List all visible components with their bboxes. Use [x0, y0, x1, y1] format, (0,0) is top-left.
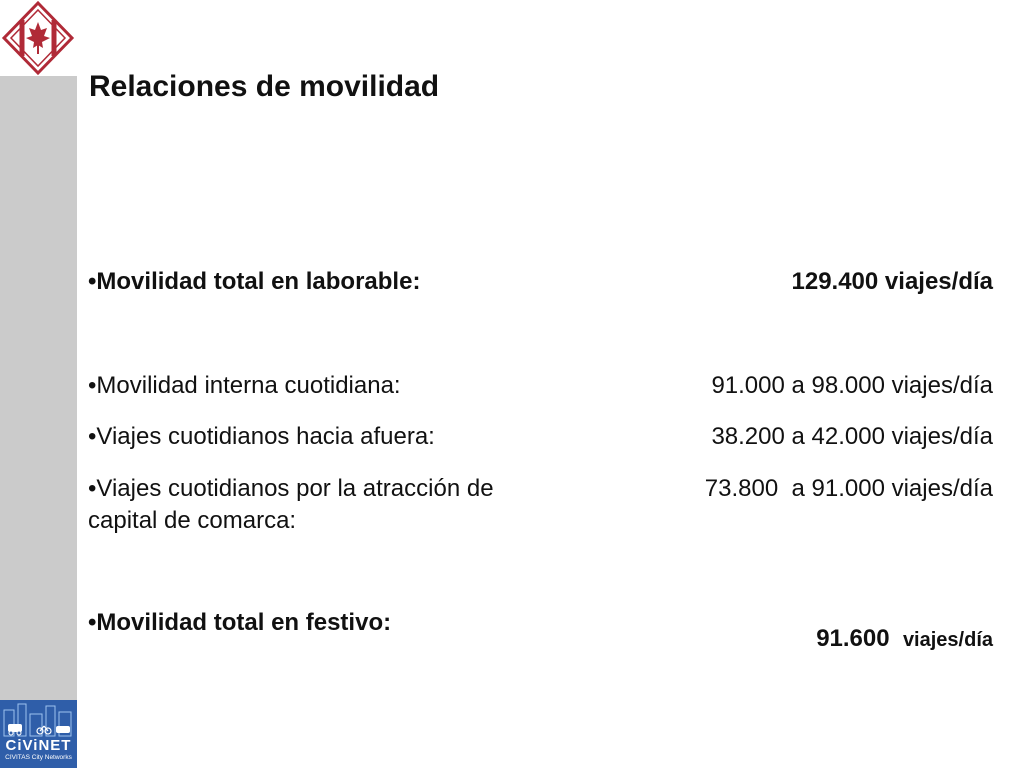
left-sidebar-band: [0, 76, 77, 768]
value-festivo-number: 91.600: [816, 625, 890, 652]
value-viajes-atraccion: 73.800 a 91.000 viajes/día: [704, 475, 993, 502]
value-movilidad-total-festivo: [816, 623, 993, 656]
label-movilidad-total-festivo: •Movilidad total en festivo:: [88, 609, 392, 636]
maple-leaf-emblem-icon: [0, 0, 76, 76]
label-viajes-atraccion-line1: •Viajes cuotidianos por la atracción de: [88, 475, 494, 502]
civinet-subtitle: CIVITAS City Networks: [5, 754, 72, 761]
label-viajes-hacia-afuera: •Viajes cuotidianos hacia afuera:: [88, 423, 435, 450]
value-movilidad-interna: 91.000 a 98.000 viajes/día: [711, 372, 993, 399]
city-skyline-icon: [0, 700, 77, 738]
value-movilidad-total-laborable: 129.400 viajes/día: [791, 268, 993, 295]
slide-title: Relaciones de movilidad: [89, 70, 440, 103]
label-movilidad-interna: •Movilidad interna cuotidiana:: [88, 372, 401, 399]
value-viajes-hacia-afuera: 38.200 a 42.000 viajes/día: [711, 423, 993, 450]
civinet-logo: [0, 700, 77, 768]
label-movilidad-total-laborable: •Movilidad total en laborable:: [88, 268, 421, 295]
label-viajes-atraccion-line2: capital de comarca:: [88, 507, 297, 534]
civinet-brand-text: CiViNET: [5, 737, 72, 754]
value-festivo-unit: viajes/día: [902, 629, 993, 651]
